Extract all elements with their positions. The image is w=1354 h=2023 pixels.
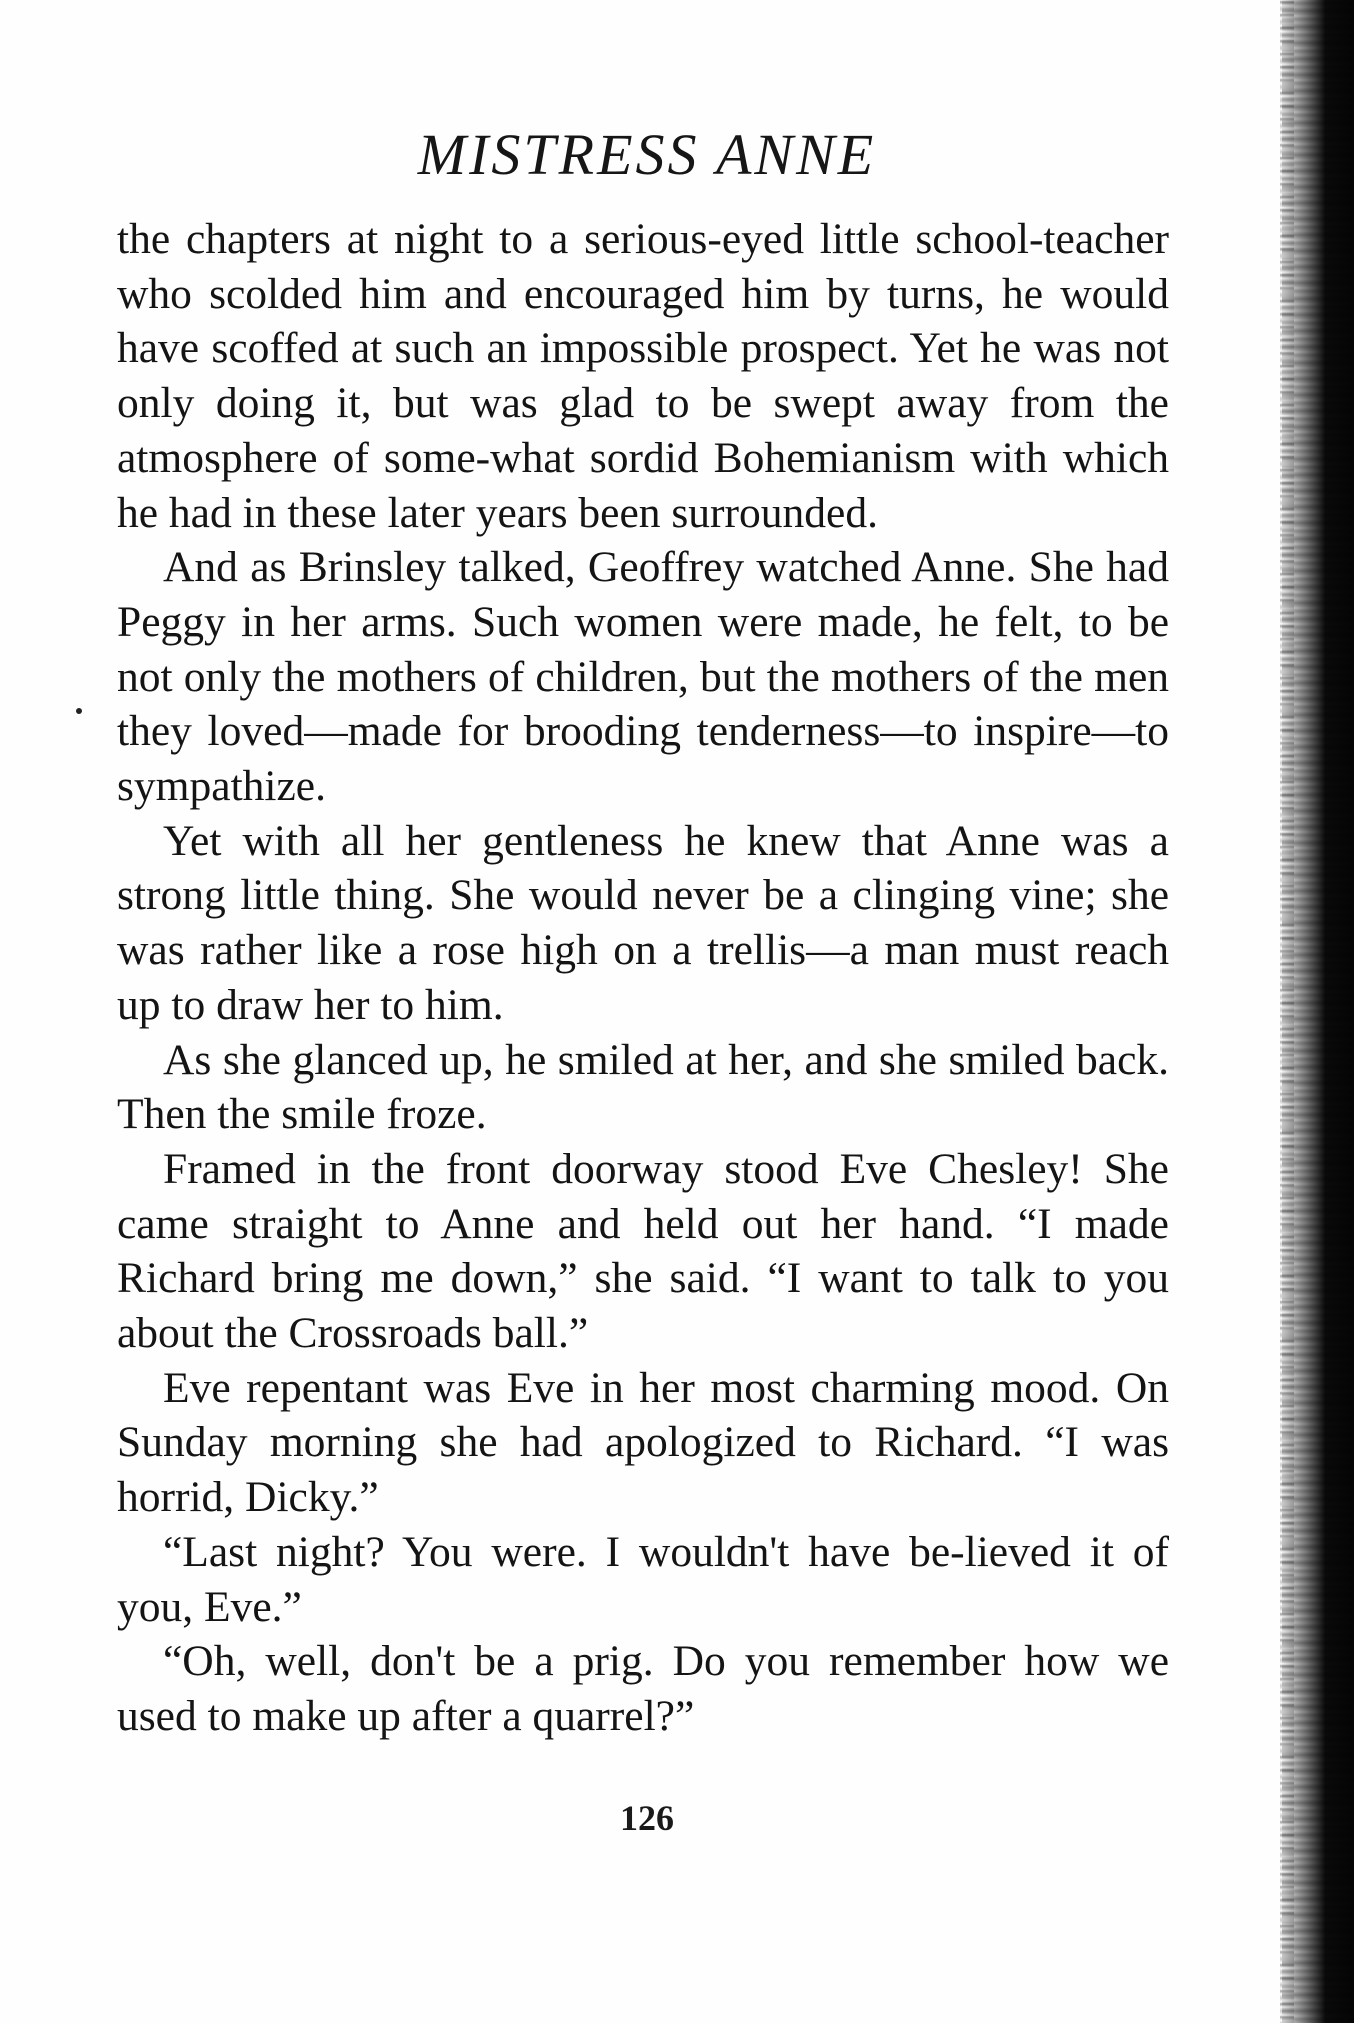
- running-head: MISTRESS ANNE: [417, 122, 877, 187]
- page-number: 126: [620, 1798, 674, 1838]
- paragraph: the chapters at night to a serious-eyed little school-teacher who scolded him and encouraged him by turns, he would have scoffed at such an impossible prospect. Yet he was not only doing it, but was glad to be swept away from the atmosphere of some-what sordid Bohemianism with which he had in these later years been surrounded.: [117, 215, 1169, 537]
- spine-shadow: [1282, 0, 1354, 2023]
- paragraph: “Oh, well, don't be a prig. Do you remember how we used to make up after a quarrel?”: [117, 1637, 1169, 1740]
- paragraph: Eve repentant was Eve in her most charming mood. On Sunday morning she had apologized to Richard. “I was horrid, Dicky.”: [117, 1363, 1169, 1522]
- paragraph: As she glanced up, he smiled at her, and she smiled back. Then the smile froze.: [117, 1035, 1169, 1139]
- paragraph: “Last night? You were. I wouldn't have be-lieved it of you, Eve.”: [117, 1527, 1169, 1631]
- paragraph: Yet with all her gentleness he knew that Anne was a strong little thing. She would never be a clinging vine; she was rather like a rose high on a trellis—a man must reach up to draw her to him.: [117, 816, 1169, 1029]
- paragraph: And as Brinsley talked, Geoffrey watched Anne. She had Peggy in her arms. Such women were made, he felt, to be not only the mothers of children, but the mothers of the men they loved—made for brooding tenderness—to inspire—to sympathize.: [117, 543, 1169, 811]
- body-text: [117, 212, 1169, 1744]
- ink-speck: [76, 708, 82, 714]
- paragraph: Framed in the front doorway stood Eve Chesley! She came straight to Anne and held out her hand. “I made Richard bring me down,” she said. “I want to talk to you about the Crossroads ball.”: [117, 1144, 1169, 1358]
